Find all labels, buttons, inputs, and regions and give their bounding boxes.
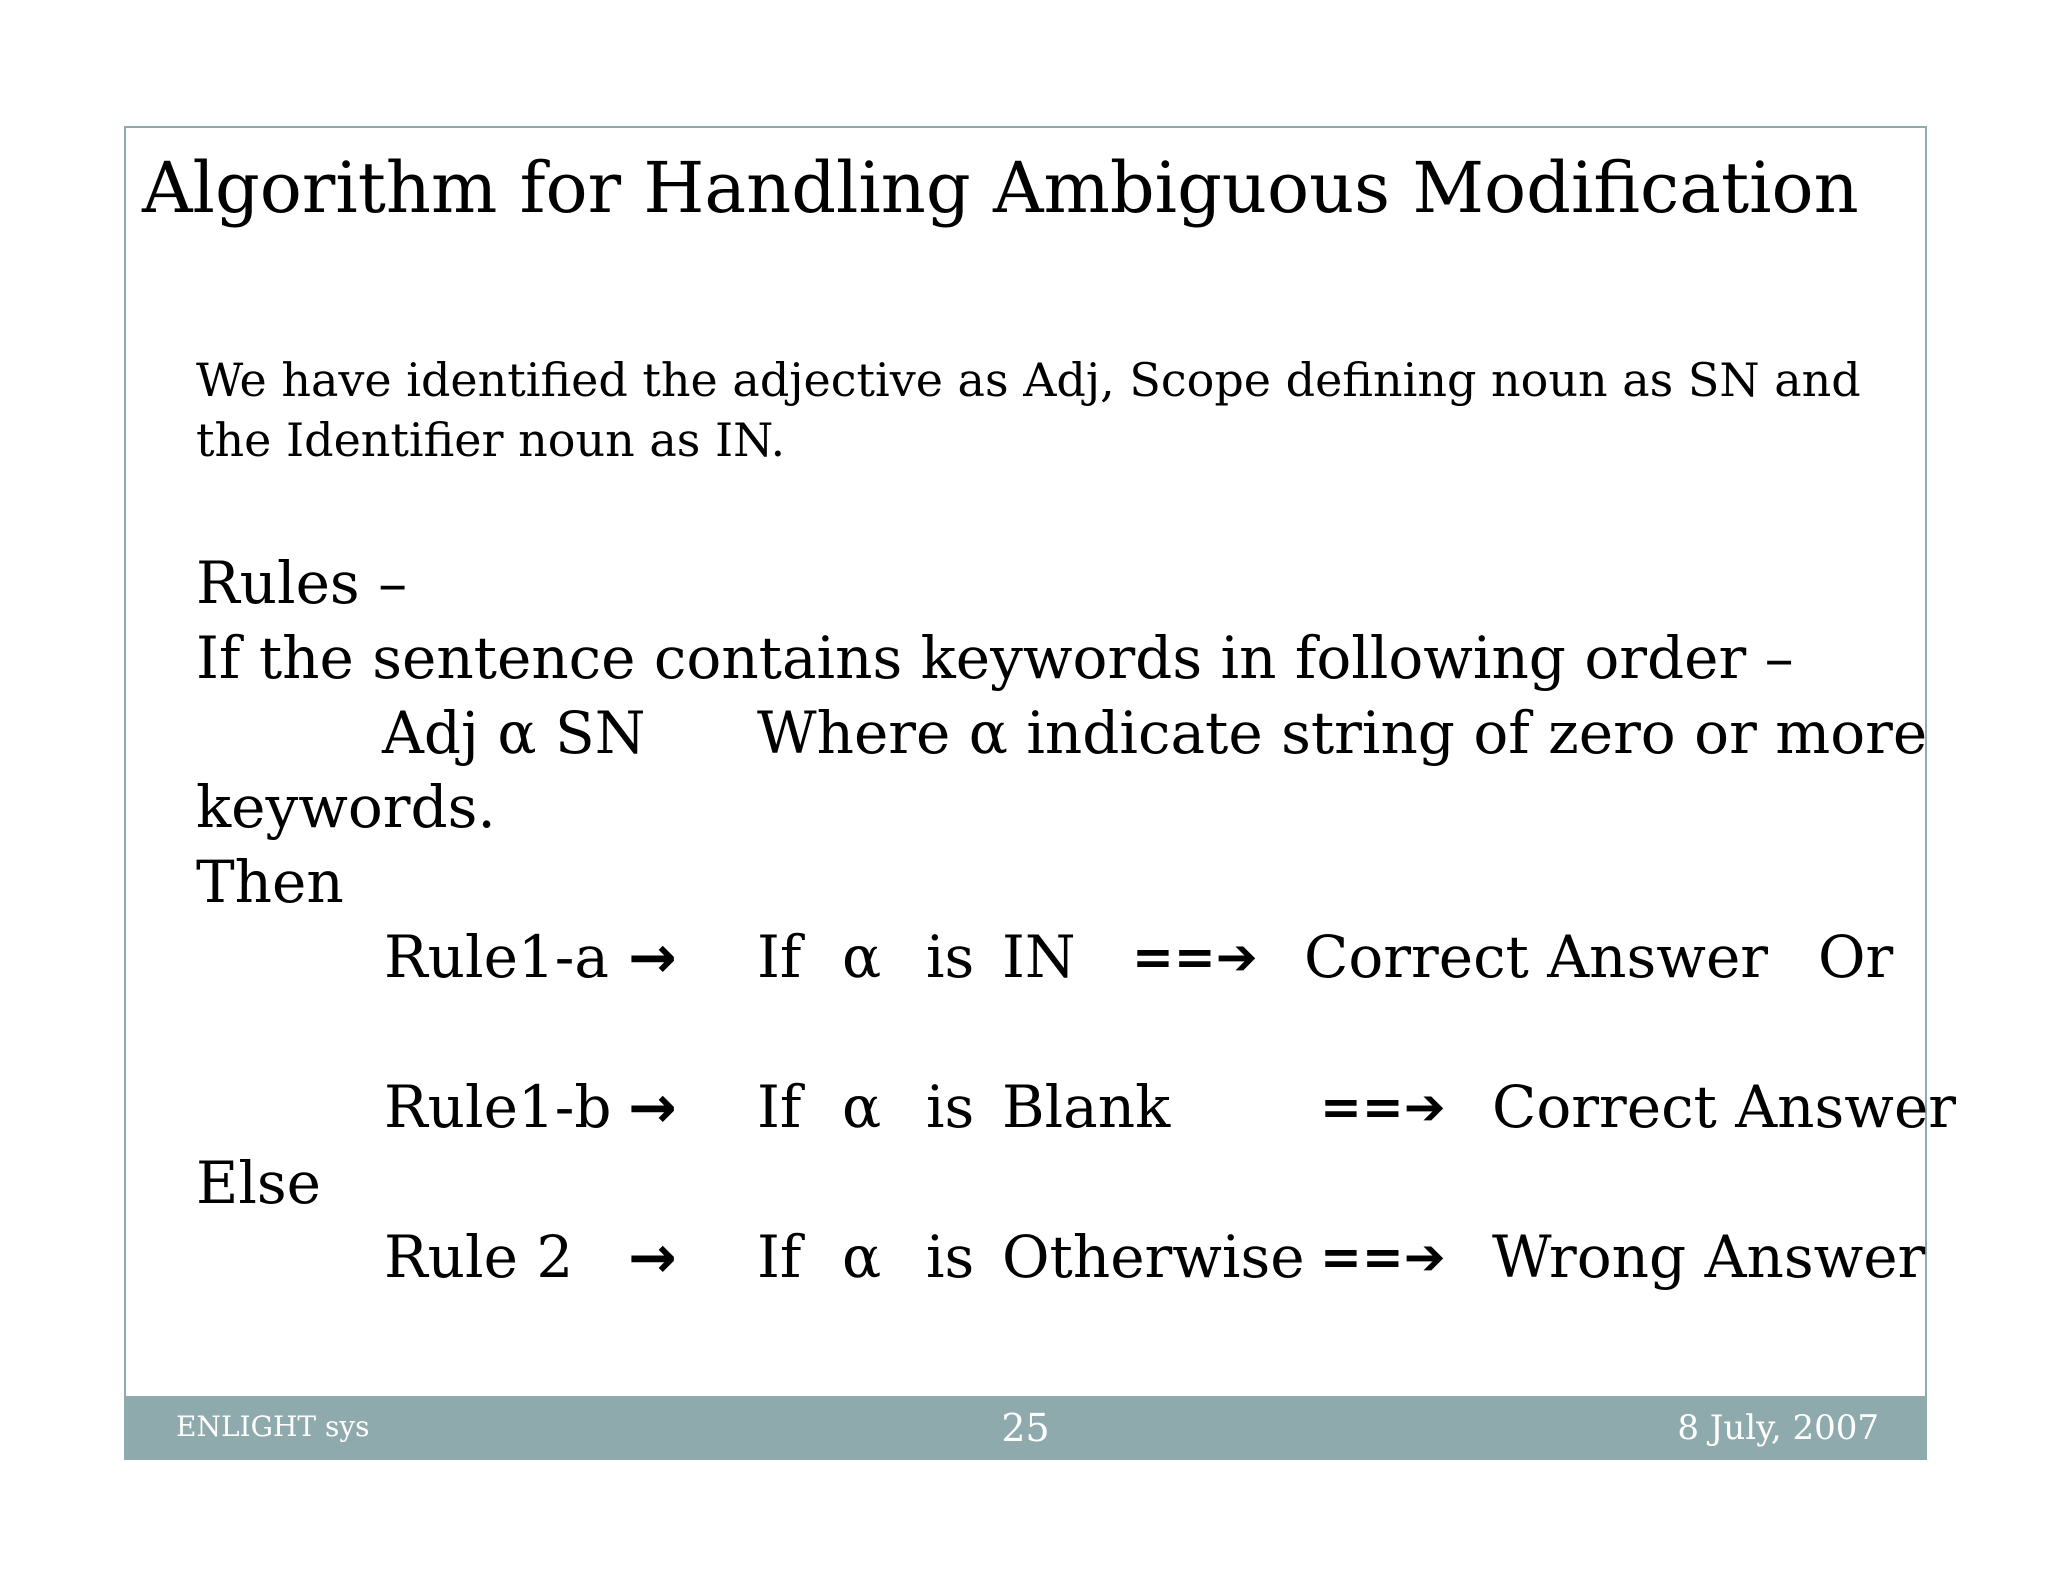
intro-text: We have identified the adjective as Adj, Scope defining noun as SN and the Identifier noun as IN.: [196, 353, 1861, 467]
slide-footer: [126, 1396, 1925, 1458]
rule-name: Rule1-b: [384, 1073, 612, 1141]
right-arrow-icon: →: [628, 923, 677, 991]
slide: [124, 126, 1956, 1460]
implies-arrow-icon: ==➔: [1132, 928, 1258, 986]
else-label: Else: [196, 1149, 321, 1217]
rule-value: Blank: [1002, 1073, 1171, 1141]
rule-name: Rule 2: [384, 1223, 574, 1291]
implies-arrow-icon: ==➔: [1320, 1228, 1446, 1286]
rule-name: Rule1-a: [384, 923, 609, 991]
rule-if: If: [757, 1073, 802, 1141]
right-arrow-icon: →: [628, 1073, 677, 1141]
pattern-text: Adj α SN: [382, 699, 646, 767]
rule-alpha: α: [842, 923, 882, 991]
rule-is: is: [926, 1073, 975, 1141]
then-label: Then: [196, 848, 344, 916]
slide-title: Algorithm for Handling Ambiguous Modification: [142, 147, 1859, 229]
right-arrow-icon: →: [628, 1223, 677, 1291]
rule-value: Otherwise: [1002, 1223, 1305, 1291]
page-number: 25: [1001, 1406, 1050, 1450]
rule-result: Correct Answer: [1304, 923, 1768, 991]
pattern-note-cont: keywords.: [196, 773, 496, 841]
footer-brand: ENLIGHT sys: [176, 1410, 370, 1443]
rule-is: is: [926, 1223, 975, 1291]
rule-alpha: α: [842, 1073, 882, 1141]
rule-if: If: [757, 1223, 802, 1291]
rule-if: If: [757, 923, 802, 991]
rule-is: is: [926, 923, 975, 991]
rule-result: Wrong Answer: [1492, 1223, 1926, 1291]
footer-date: 8 July, 2007: [1677, 1408, 1879, 1448]
pattern-note: Where α indicate string of zero or more: [757, 699, 1928, 767]
rule-suffix: Or: [1818, 923, 1894, 991]
condition-text: If the sentence contains keywords in following order –: [196, 624, 1794, 692]
rule-alpha: α: [842, 1223, 882, 1291]
implies-arrow-icon: ==➔: [1320, 1078, 1446, 1136]
rule-result: Correct Answer: [1492, 1073, 1956, 1141]
rules-heading: Rules –: [196, 549, 408, 617]
rule-value: IN: [1002, 923, 1076, 991]
